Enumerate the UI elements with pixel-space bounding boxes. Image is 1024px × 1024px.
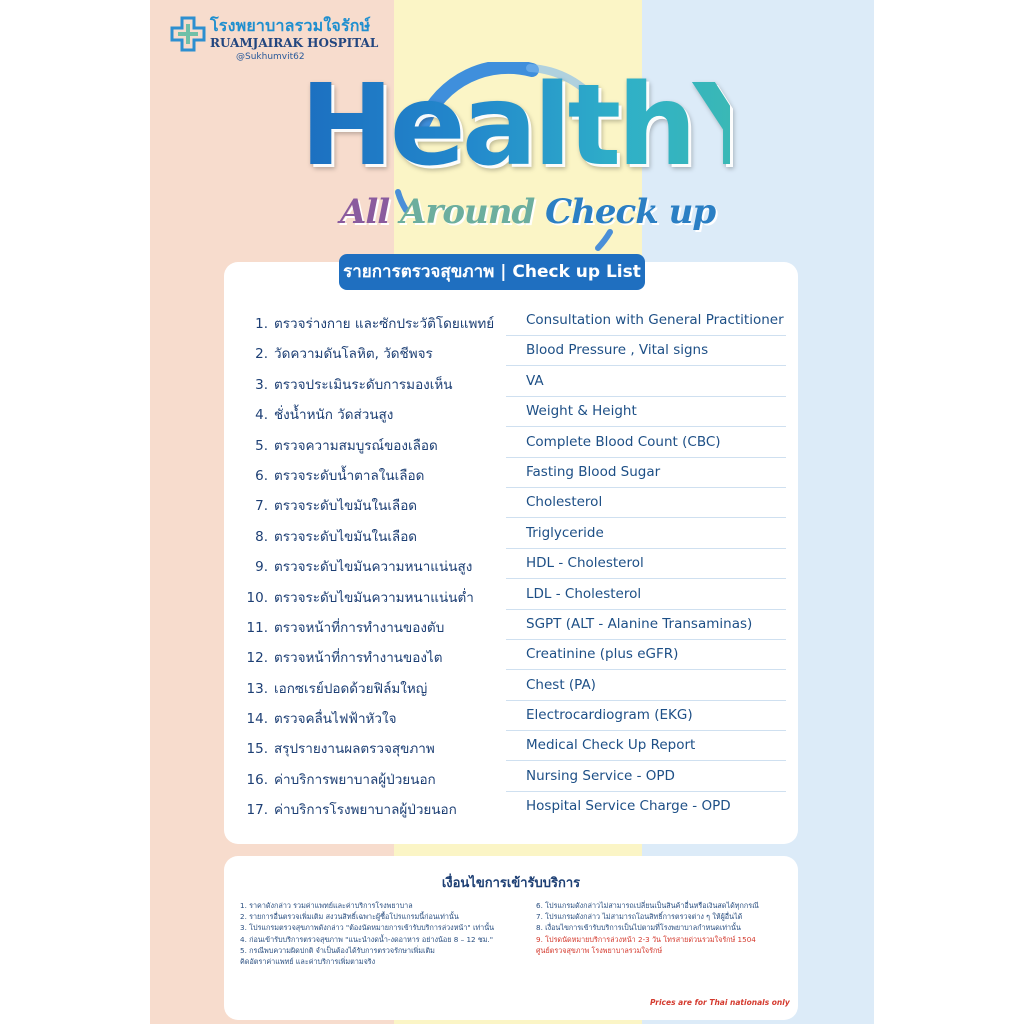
hospital-thai-name: โรงพยาบาลรวมใจรักษ์ — [210, 16, 371, 35]
checkup-item — [224, 701, 798, 731]
checkup-item-number: 12. — [246, 650, 268, 667]
checkup-item-number: 10. — [246, 589, 268, 606]
checkup-item-thai-text: ค่าบริการพยาบาลผู้ป่วยนอก — [274, 771, 436, 788]
checkup-item-english: LDL - Cholesterol — [526, 585, 642, 602]
hospital-english-name: RUAMJAIRAK HOSPITAL — [210, 36, 379, 50]
checkup-item-english: Complete Blood Count (CBC) — [526, 433, 721, 450]
checkup-item-thai-text: ตรวจระดับไขมันในเลือด — [274, 528, 418, 545]
checkup-item-number: 5. — [255, 437, 268, 454]
hero-title: HealthY — [300, 61, 771, 191]
checkup-item-thai-text: ตรวจระดับไขมันความหนาแน่นสูง — [274, 559, 473, 576]
checkup-item-english: Cholesterol — [526, 494, 603, 511]
checkup-item-number: 17. — [246, 802, 268, 819]
checkup-item-thai — [246, 646, 443, 668]
checkup-item-thai-text: วัดความดันโลหิต, วัดชีพจร — [274, 346, 433, 363]
condition-line: 4. ก่อนเข้ารับบริการตรวจสุขภาพ "แนะนำงดน้ำ-งดอาหาร อย่างน้อย 8 – 12 ชม." — [240, 934, 494, 944]
condition-line: ศูนย์ตรวจสุขภาพ โรงพยาบาลรวมใจรักษ์ — [536, 945, 663, 955]
condition-line: 5. กรณีพบความผิดปกติ จำเป็นต้องได้รับการตรวจรักษาเพิ่มเติม — [240, 945, 435, 955]
checkup-item — [224, 549, 798, 579]
hospital-branch: @Sukhumvit62 — [236, 52, 305, 62]
checkup-item — [224, 640, 798, 670]
checkup-item-thai — [246, 373, 453, 395]
checkup-item-thai — [246, 525, 417, 547]
checkup-item-thai — [246, 342, 433, 364]
checkup-item — [224, 306, 798, 336]
checkup-item-thai-text: ตรวจหน้าที่การทำงานของตับ — [274, 619, 445, 636]
checkup-item-english: SGPT (ALT - Alanine Transaminas) — [526, 615, 753, 632]
checkup-item-thai — [246, 434, 438, 456]
checkup-item — [224, 488, 798, 518]
checkup-item-thai — [246, 677, 427, 699]
checkup-item-thai-text: เอกซเรย์ปอดด้วยฟิล์มใหญ่ — [274, 680, 428, 697]
checkup-item-thai — [246, 586, 474, 608]
checkup-item — [224, 671, 798, 701]
checkup-item-number: 16. — [246, 771, 268, 788]
checkup-item-number: 7. — [255, 498, 268, 515]
checkup-item — [224, 458, 798, 488]
condition-line: 7. โปรแกรมดังกล่าว ไม่สามารถโอนสิทธิ์การตรวจต่าง ๆ ให้ผู้อื่นได้ — [536, 912, 743, 922]
checkup-item-thai-text: ตรวจหน้าที่การทำงานของไต — [274, 650, 443, 667]
checkup-item-thai — [246, 798, 457, 820]
checkup-item-thai-text: ตรวจระดับน้ำตาลในเลือด — [274, 467, 425, 484]
condition-line: 8. เงื่อนไขการเข้ารับบริการเป็นไปตามที่โรงพยาบาลกำหนดเท่านั้น — [536, 923, 741, 933]
checkup-item — [224, 428, 798, 458]
checkup-item — [224, 610, 798, 640]
checkup-item-english: Hospital Service Charge - OPD — [526, 798, 731, 815]
hero-subtitle-checkup: Check up — [545, 192, 716, 232]
checkup-item-english: Weight & Height — [526, 403, 637, 420]
condition-line: 9. โปรดนัดหมายบริการล่วงหน้า 2-3 วัน โทรสายด่วนรวมใจรักษ์ 1504 — [536, 934, 756, 944]
checkup-item — [224, 397, 798, 427]
checkup-item-number: 6. — [255, 467, 268, 484]
checkup-item-english: Creatinine (plus eGFR) — [526, 646, 679, 663]
hero-subtitle — [340, 192, 716, 232]
checkup-list — [224, 306, 798, 823]
condition-line: 6. โปรแกรมดังกล่าวไม่สามารถเปลี่ยนเป็นสินค้าอื่นหรือเงินสดได้ทุกกรณี — [536, 901, 759, 910]
condition-line: 1. ราคาดังกล่าว รวมค่าแพทย์และค่าบริการโรงพยาบาล — [240, 901, 413, 910]
hospital-logo — [170, 14, 390, 68]
checkup-item-thai-text: ตรวจคลื่นไฟฟ้าหัวใจ — [274, 711, 397, 728]
checkup-item-thai — [246, 464, 424, 486]
poster — [150, 0, 874, 1024]
checkup-item — [224, 336, 798, 366]
checkup-item-thai-text: ค่าบริการโรงพยาบาลผู้ป่วยนอก — [274, 802, 457, 819]
checkup-item-thai — [246, 768, 436, 790]
checkup-item-english: Medical Check Up Report — [526, 737, 696, 754]
condition-line: 3. โปรแกรมตรวจสุขภาพดังกล่าว "ต้องนัดหมายการเข้ารับบริการล่วงหน้า" เท่านั้น — [240, 923, 495, 933]
conditions-left-column — [240, 900, 530, 967]
checkup-item-number: 1. — [255, 316, 268, 332]
checkup-item-number: 2. — [255, 346, 268, 363]
checkup-item-number: 8. — [255, 528, 268, 545]
checkup-item — [224, 731, 798, 761]
conditions-card — [224, 856, 798, 1020]
conditions-right-column — [536, 900, 798, 956]
condition-line: คิดอัตราค่าแพทย์ และค่าบริการเพิ่มตามจริง — [240, 957, 376, 967]
checkup-item-number: 14. — [246, 711, 268, 728]
checkup-item-thai-text: ตรวจความสมบูรณ์ของเลือด — [274, 437, 438, 454]
hero-subtitle-around: Around — [400, 192, 535, 232]
checkup-item-thai-text: ตรวจร่างกาย และซักประวัติโดยแพทย์ — [274, 316, 495, 332]
checkup-item-english: Triglyceride — [526, 524, 604, 541]
checkup-item-english: Electrocardiogram (EKG) — [526, 707, 693, 724]
checkup-item-number: 15. — [246, 741, 268, 758]
checkup-item-number: 11. — [246, 619, 268, 636]
checkup-item-thai — [246, 737, 435, 759]
checkup-item-thai — [246, 403, 393, 425]
checkup-item-english: Nursing Service - OPD — [526, 767, 675, 784]
conditions-title: เงื่อนไขการเข้ารับบริการ — [441, 876, 581, 891]
checkup-item-thai — [246, 312, 494, 334]
checkup-item-thai-text: ตรวจระดับไขมันความหนาแน่นต่ำ — [274, 589, 474, 606]
checkup-item-number: 13. — [246, 680, 268, 697]
checkup-item — [224, 519, 798, 549]
checkup-item — [224, 792, 798, 822]
checkup-item-english: HDL - Cholesterol — [526, 555, 644, 572]
checkup-item-thai-text: สรุปรายงานผลตรวจสุขภาพ — [274, 741, 435, 758]
checkup-item — [224, 762, 798, 792]
checkup-item-thai — [246, 555, 472, 577]
checkup-item-thai — [246, 494, 417, 516]
checkup-list-card — [224, 262, 798, 844]
checkup-item-number: 3. — [255, 376, 268, 393]
hero-subtitle-all: All — [340, 192, 390, 232]
price-note: Prices are for Thai nationals only — [650, 998, 790, 1007]
checkup-item-english: Blood Pressure , Vital signs — [526, 342, 709, 359]
checkup-item-english: Fasting Blood Sugar — [526, 463, 661, 480]
checkup-item — [224, 580, 798, 610]
checkup-item-thai-text: ตรวจประเมินระดับการมองเห็น — [274, 376, 453, 393]
checkup-item-english: Consultation with General Practitioner — [526, 312, 784, 328]
checkup-item-thai-text: ชั่งน้ำหนัก วัดส่วนสูง — [274, 407, 394, 424]
checkup-item-number: 4. — [255, 407, 268, 424]
checkup-item-english: Chest (PA) — [526, 676, 596, 693]
hospital-cross-icon — [170, 16, 206, 52]
checkup-item — [224, 367, 798, 397]
condition-line: 2. รายการอื่นตรวจเพิ่มเติม สงวนสิทธิ์เฉพาะผู้ซื้อโปรแกรมนี้ก่อนเท่านั้น — [240, 912, 459, 922]
checkup-item-number: 9. — [255, 559, 268, 576]
checkup-item-thai — [246, 707, 397, 729]
checkup-list-heading: รายการตรวจสุขภาพ | Check up List — [339, 254, 645, 290]
checkup-item-english: VA — [526, 372, 544, 389]
checkup-item-thai-text: ตรวจระดับไขมันในเลือด — [274, 498, 418, 515]
checkup-item-thai — [246, 616, 444, 638]
